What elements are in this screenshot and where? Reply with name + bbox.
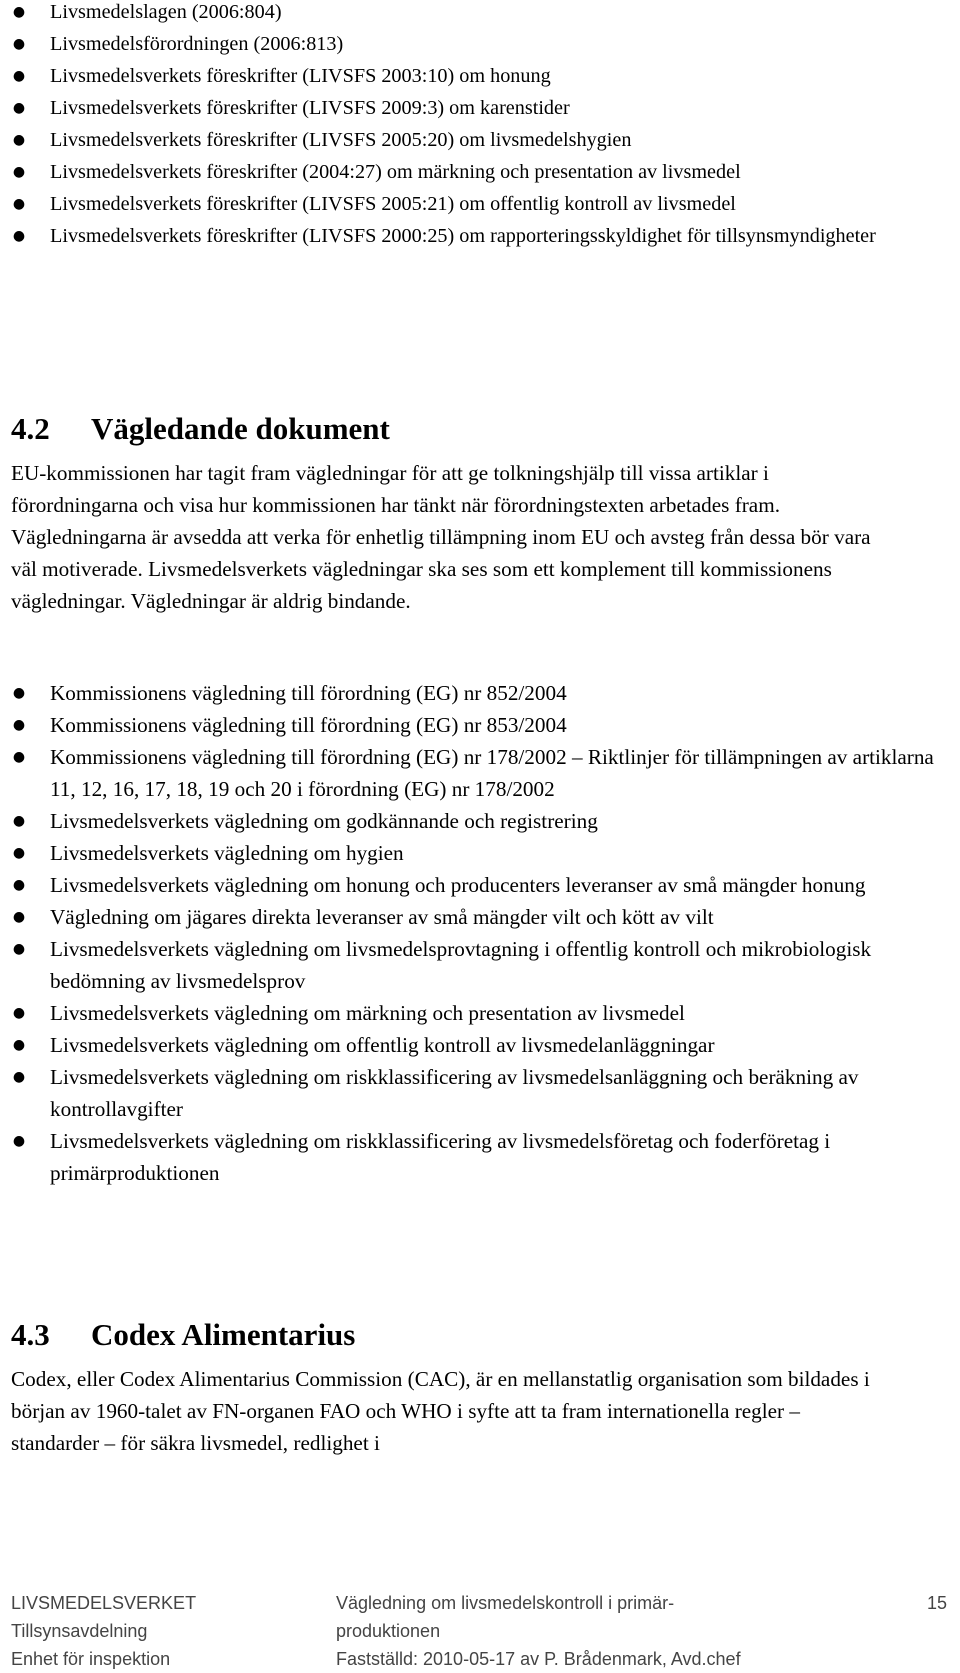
bullet-icon: ● bbox=[12, 1069, 26, 1085]
list-item: ● Livsmedelsverkets föreskrifter (LIVSFS 2005:20) om livsmedelshygien bbox=[0, 124, 940, 156]
bullet-icon: ● bbox=[12, 685, 26, 701]
bullet-icon: ● bbox=[12, 1133, 26, 1149]
section-title: Codex Alimentarius bbox=[91, 1317, 356, 1352]
bullet-icon: ● bbox=[12, 909, 26, 925]
list-item: ● Livsmedelsverkets vägledning om riskklassificering av livsmedelsföretag och foderföretag i primärproduktionen bbox=[0, 1125, 940, 1189]
bullet-icon: ● bbox=[12, 877, 26, 893]
bullet-icon: ● bbox=[12, 4, 26, 20]
list-item: ● Livsmedelsverkets vägledning om hygien bbox=[0, 837, 940, 869]
list-item: ● Vägledning om jägares direkta leveranser av små mängder vilt och kött av vilt bbox=[0, 901, 940, 933]
list-item: ● Livsmedelslagen (2006:804) bbox=[0, 0, 940, 28]
list-item: ● Livsmedelsverkets vägledning om honung och producenters leveranser av små mängder honung bbox=[0, 869, 940, 901]
footer-org-block bbox=[11, 1589, 311, 1673]
bullet-icon: ● bbox=[12, 1037, 26, 1053]
section-heading-4-3 bbox=[11, 1315, 355, 1355]
bullet-icon: ● bbox=[12, 845, 26, 861]
list-item: ● Kommissionens vägledning till förordning (EG) nr 853/2004 bbox=[0, 709, 940, 741]
section-4-2-paragraph: EU-kommissionen har tagit fram vägledningar för att ge tolkningshjälp till vissa artiklar i förordningarna och visa hur kommissionen har tänkt när förordningstexten arbetades fram. Vägledningarna är avsedda att verka för enhetlig tillämpning inom EU och avsteg från dessa bör vara väl motiverade. Livsmedelsverkets vägledningar ska ses som ett komplement till kommissionens vägledningar. Vägledningar är aldrig bindande. bbox=[11, 461, 871, 613]
bullet-icon: ● bbox=[12, 36, 26, 52]
regulations-list bbox=[0, 0, 940, 252]
list-item: ● Livsmedelsverkets vägledning om märkning och presentation av livsmedel bbox=[0, 997, 940, 1029]
bullet-icon: ● bbox=[12, 1005, 26, 1021]
bullet-icon: ● bbox=[12, 196, 26, 212]
footer-page-block bbox=[887, 1589, 947, 1617]
guidance-list bbox=[0, 677, 940, 1189]
bullet-icon: ● bbox=[12, 749, 26, 765]
section-heading-4-2 bbox=[11, 409, 390, 449]
footer-established: Fastställd: 2010-05-17 av P. Brådenmark, Avd.chef bbox=[336, 1649, 741, 1669]
footer-org: LIVSMEDELSVERKET bbox=[11, 1593, 197, 1613]
list-item: ● Livsmedelsverkets vägledning om offentlig kontroll av livsmedelanläggningar bbox=[0, 1029, 940, 1061]
section-number: 4.2 bbox=[11, 411, 50, 446]
bullet-icon: ● bbox=[12, 717, 26, 733]
list-item: ● Kommissionens vägledning till förordning (EG) nr 852/2004 bbox=[0, 677, 940, 709]
list-item: ● Livsmedelsverkets föreskrifter (LIVSFS 2000:25) om rapporteringsskyldighet för tillsynsmyndigheter bbox=[0, 220, 940, 252]
bullet-icon: ● bbox=[12, 228, 26, 244]
list-item: ● Livsmedelsverkets föreskrifter (LIVSFS 2003:10) om honung bbox=[0, 60, 940, 92]
bullet-icon: ● bbox=[12, 941, 26, 957]
footer-unit: Enhet för inspektion bbox=[11, 1649, 171, 1669]
bullet-icon: ● bbox=[12, 164, 26, 180]
list-item: ● Livsmedelsverkets vägledning om riskklassificering av livsmedelsanläggning och beräkning av kontrollavgifter bbox=[0, 1061, 940, 1125]
list-item: ● Livsmedelsverkets föreskrifter (LIVSFS 2005:21) om offentlig kontroll av livsmedel bbox=[0, 188, 940, 220]
footer-doc-title-line2: produktionen bbox=[336, 1621, 441, 1641]
page-footer bbox=[0, 1589, 960, 1672]
footer-department: Tillsynsavdelning bbox=[11, 1621, 148, 1641]
list-item: ● Livsmedelsverkets vägledning om godkännande och registrering bbox=[0, 805, 940, 837]
section-number: 4.3 bbox=[11, 1317, 50, 1352]
list-item: ● Livsmedelsförordningen (2006:813) bbox=[0, 28, 940, 60]
footer-doc-title-line1: Vägledning om livsmedelskontroll i primär- bbox=[336, 1593, 675, 1613]
bullet-icon: ● bbox=[12, 68, 26, 84]
list-item: ● Livsmedelsverkets föreskrifter (2004:27) om märkning och presentation av livsmedel bbox=[0, 156, 940, 188]
bullet-icon: ● bbox=[12, 813, 26, 829]
section-4-3-paragraph: Codex, eller Codex Alimentarius Commission (CAC), är en mellanstatlig organisation som bildades i början av 1960-talet av FN-organen FAO och WHO i syfte att ta fram internationella regler – standarder – för säkra livsmedel, redlighet i bbox=[11, 1367, 870, 1455]
footer-doc-block bbox=[336, 1589, 786, 1673]
section-title: Vägledande dokument bbox=[91, 411, 390, 446]
list-item: ● Livsmedelsverkets vägledning om livsmedelsprovtagning i offentlig kontroll och mikrobiologisk bedömning av livsmedelsprov bbox=[0, 933, 940, 997]
list-item: ● Livsmedelsverkets föreskrifter (LIVSFS 2009:3) om karenstider bbox=[0, 92, 940, 124]
bullet-icon: ● bbox=[12, 132, 26, 148]
page-number: 15 bbox=[926, 1593, 947, 1613]
bullet-icon: ● bbox=[12, 100, 26, 116]
list-item: ● Kommissionens vägledning till förordning (EG) nr 178/2002 – Riktlinjer för tillämpningen av artiklarna 11, 12, 16, 17, 18, 19 och 20 i förordning (EG) nr 178/2002 bbox=[0, 741, 940, 805]
